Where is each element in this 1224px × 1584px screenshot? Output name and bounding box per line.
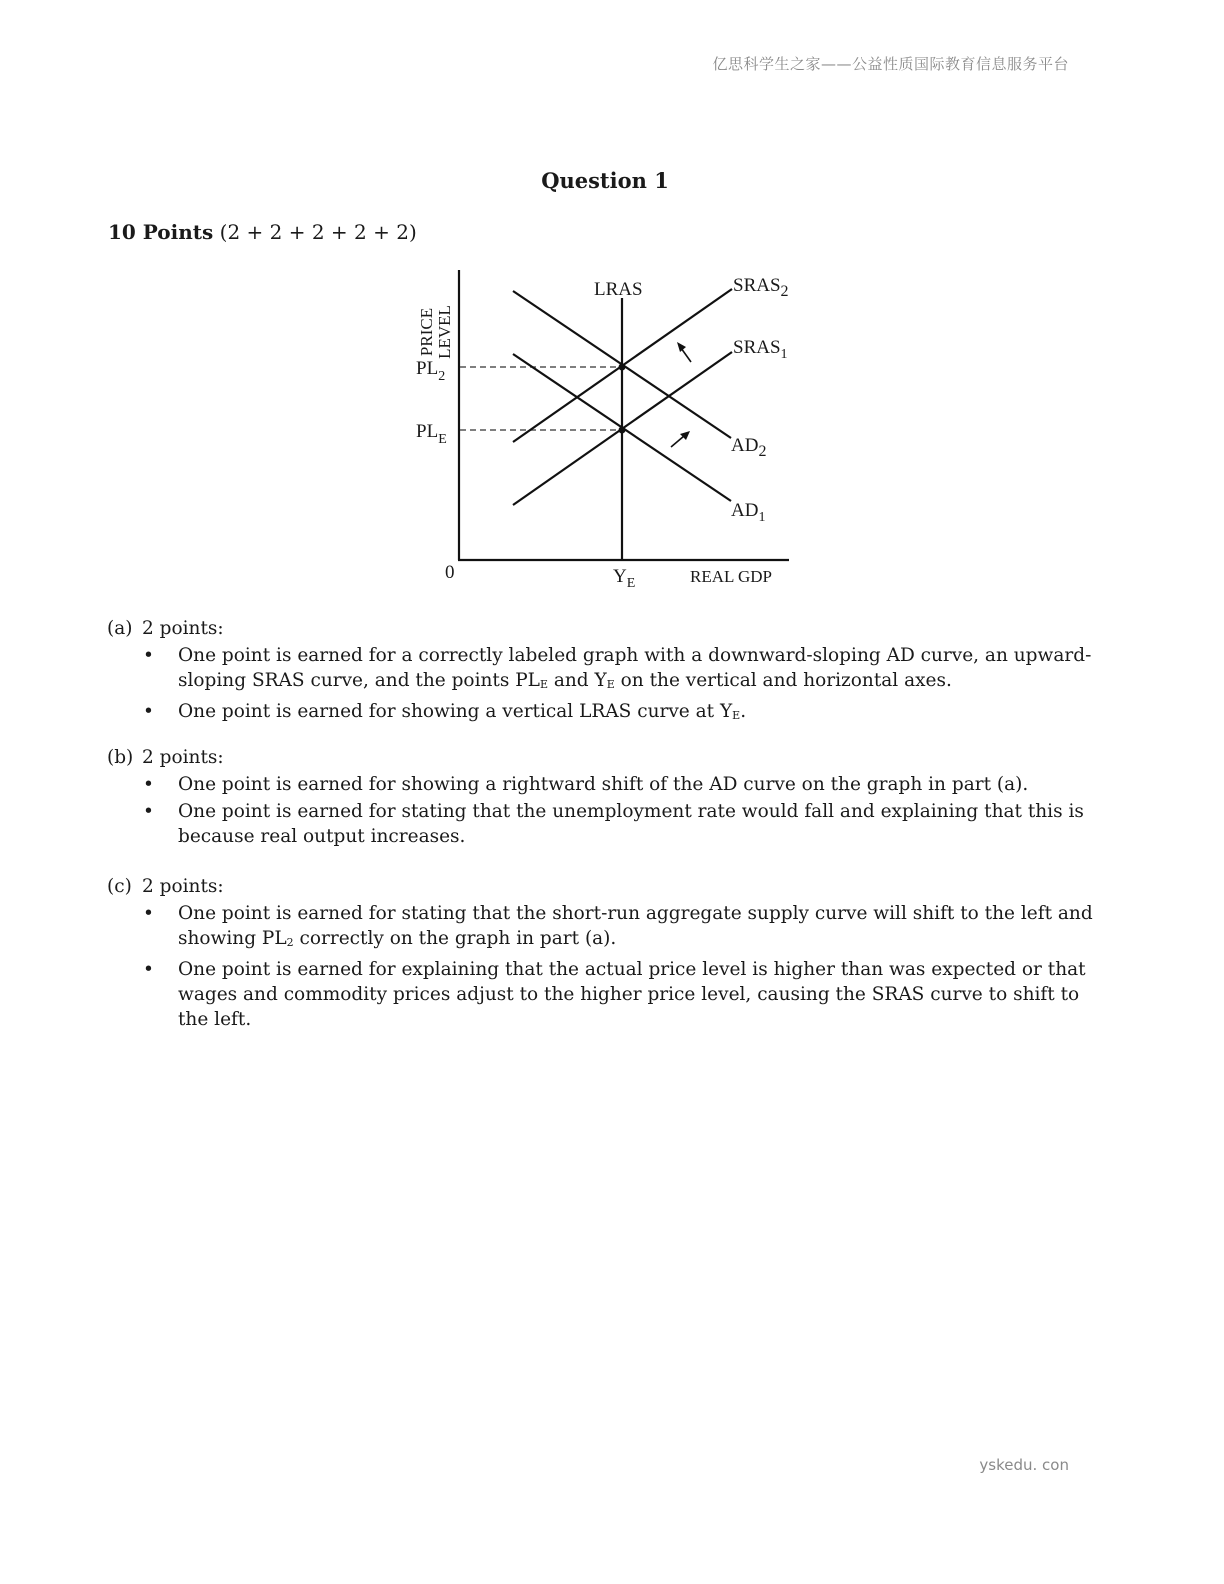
footer-note: yskedu. con	[979, 1456, 1069, 1474]
section-b-head	[107, 745, 1107, 770]
points-breakdown: (2 + 2 + 2 + 2 + 2)	[219, 220, 417, 244]
list-item: • One point is earned for showing a vertical LRAS curve at $Y_E$.	[143, 701, 747, 722]
x-tick-ye: $Y_E$	[613, 566, 636, 591]
header-note: 亿思科学生之家——公益性质国际教育信息服务平台	[712, 55, 1069, 73]
points-label: 10 Points	[108, 220, 214, 244]
y-axis-label	[417, 305, 454, 359]
section-c-letter: (c)	[107, 876, 132, 897]
y-axis-label-line2: LEVEL	[435, 305, 454, 359]
section-c-head	[107, 874, 1107, 899]
sras2-label: $SRAS_2$	[733, 275, 789, 300]
y-axis-label-line1: PRICE	[417, 307, 436, 357]
lras-label: LRAS	[594, 279, 643, 300]
ad1-label: $AD_1$	[731, 500, 766, 525]
section-c-list	[107, 901, 1107, 1032]
section-b-list	[107, 772, 1107, 849]
sras1-label: $SRAS_1$	[733, 337, 788, 362]
list-item: • One point is earned for explaining that the actual price level is higher than was expected or that wages and commodity prices adjust to the higher price level, causing the SRAS curve to shift to the left.	[143, 959, 1086, 1030]
bullet: •	[143, 959, 154, 980]
section-a-title: 2 points:	[142, 618, 224, 639]
y-tick-ple: $PL_E$	[416, 421, 447, 447]
bullet: •	[143, 903, 154, 924]
section-b-letter: (b)	[107, 747, 134, 768]
y-tick-pl2: $PL_2$	[416, 358, 446, 384]
sras-shift-arrow	[677, 342, 691, 362]
section-a-list	[107, 643, 1107, 728]
x-axis-label: REAL GDP	[690, 567, 773, 586]
ad2-label: $AD_2$	[731, 435, 767, 460]
section-a-head	[107, 616, 1107, 641]
section-a	[107, 616, 1107, 730]
ad-as-graph	[400, 262, 810, 598]
list-item: • One point is earned for showing a rightward shift of the AD curve on the graph in part (a).	[143, 774, 1029, 795]
points-line	[108, 220, 417, 244]
list-item: • One point is earned for stating that the short-run aggregate supply curve will shift to the left and showing $PL_2$ correctly on the graph in part (a).	[143, 903, 1093, 949]
bullet: •	[143, 774, 154, 795]
section-b-title: 2 points:	[142, 747, 224, 768]
list-item: • One point is earned for a correctly labeled graph with a downward-sloping AD curve, an upward-sloping SRAS curve, and the points $PL_E$ and $Y_E$ on the vertical and horizontal axes.	[143, 645, 1092, 691]
origin-label: 0	[445, 562, 455, 583]
bullet: •	[143, 801, 154, 822]
list-item: • One point is earned for stating that the unemployment rate would fall and explaining that this is because real output increases.	[143, 801, 1084, 847]
section-c	[107, 874, 1107, 1034]
ad-shift-arrow	[671, 431, 690, 447]
section-c-title: 2 points:	[142, 876, 224, 897]
section-b	[107, 745, 1107, 851]
bullet: •	[143, 701, 154, 722]
equilibrium-point-e	[619, 427, 626, 434]
page-title: Question 1	[541, 168, 669, 193]
bullet: •	[143, 645, 154, 666]
section-a-letter: (a)	[107, 618, 133, 639]
equilibrium-point-2	[619, 364, 626, 371]
